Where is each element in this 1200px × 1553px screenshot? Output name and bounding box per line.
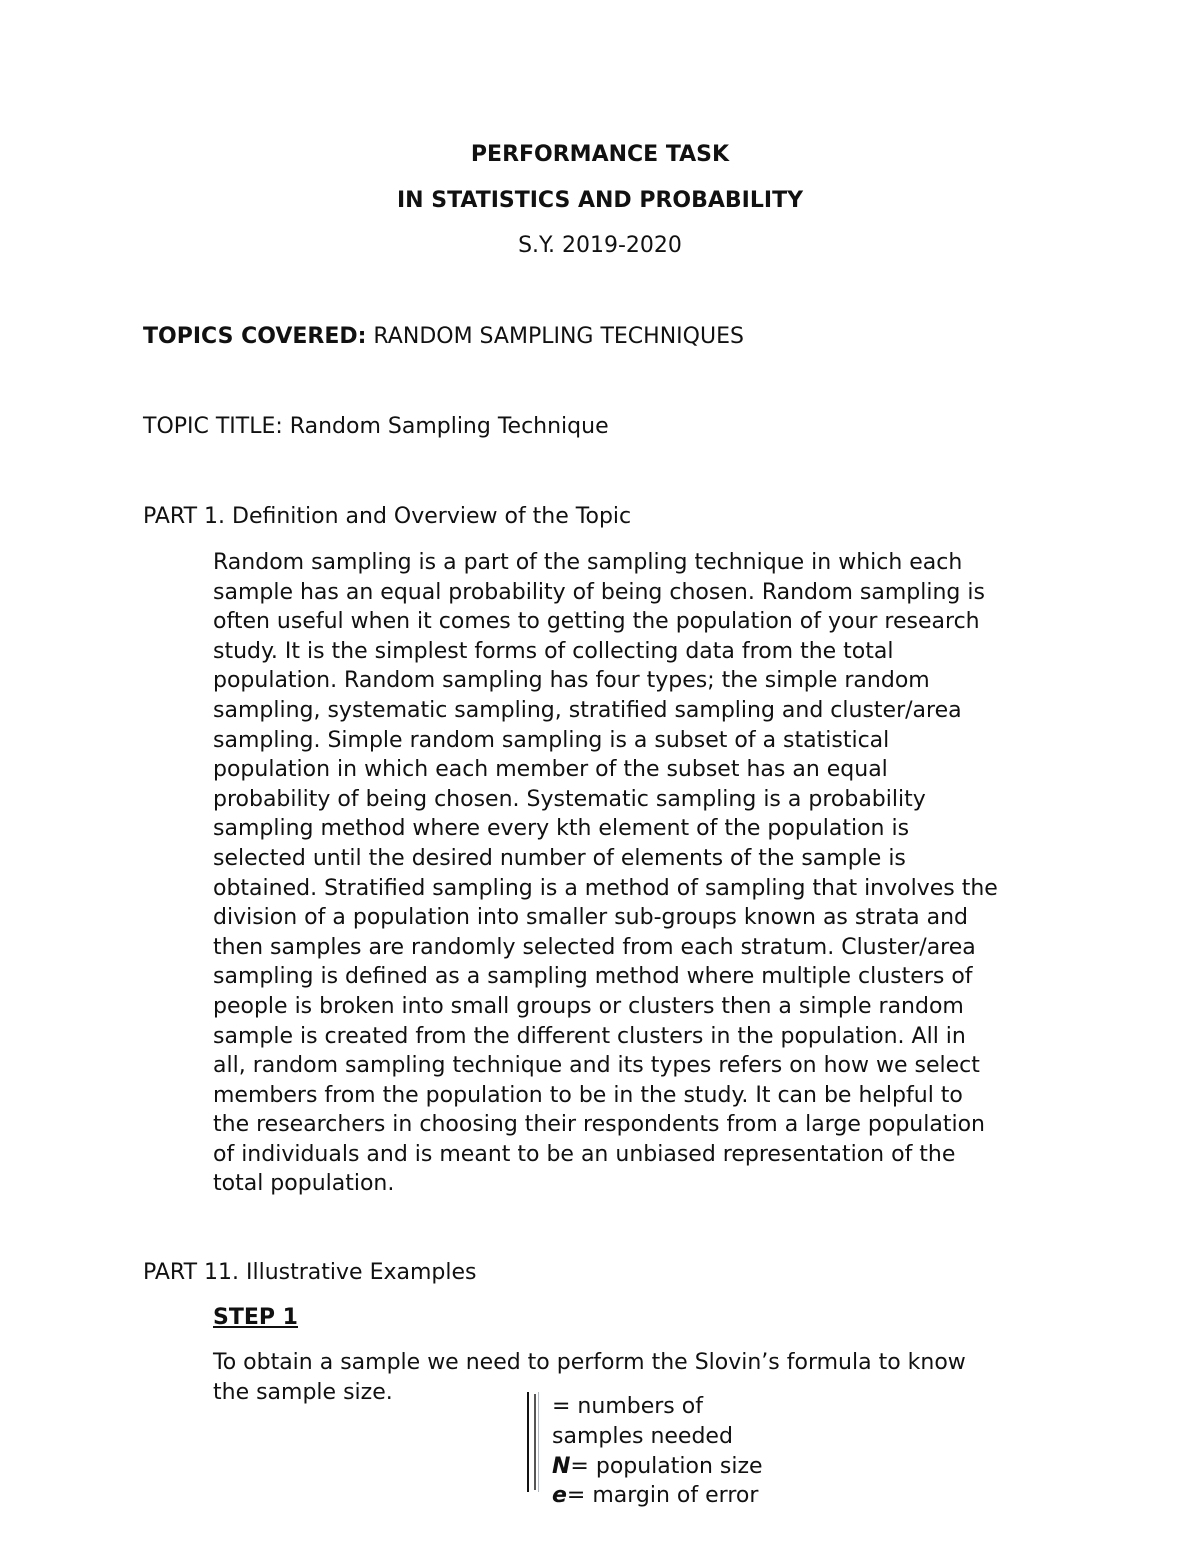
paragraph-line: study. It is the simplest forms of collecting data from the total — [213, 638, 894, 664]
paragraph-line: sampling method where every kth element of the population is — [213, 816, 910, 842]
legend-border-line — [538, 1392, 539, 1492]
paragraph-line: probability of being chosen. Systematic sampling is a probability — [213, 786, 926, 812]
title-line-2: IN STATISTICS AND PROBABILITY — [396, 188, 804, 213]
paragraph-line: the researchers in choosing their respondents from a large population — [213, 1112, 985, 1138]
paragraph-line: people is broken into small groups or clusters then a simple random — [213, 993, 964, 1019]
paragraph-line: members from the population to be in the study. It can be helpful to — [213, 1082, 963, 1108]
paragraph-line: sampling is defined as a sampling method where multiple clusters of — [213, 964, 973, 990]
paragraph-line: Random sampling is a part of the sampling technique in which each — [213, 550, 963, 575]
topic-title: TOPIC TITLE: Random Sampling Technique — [143, 414, 609, 439]
school-year: S.Y. 2019-2020 — [518, 233, 682, 258]
paragraph-line: all, random sampling technique and its types refers on how we select — [213, 1053, 980, 1079]
step-1-text-line1: To obtain a sample we need to perform the Slovin’s formula to know — [213, 1350, 966, 1375]
legend-border-line — [527, 1392, 529, 1492]
step-1-label: STEP 1 — [213, 1305, 298, 1330]
paragraph-line: population in which each member of the subset has an equal — [213, 757, 888, 783]
paragraph-line: population. Random sampling has four types; the simple random — [213, 668, 930, 694]
paragraph-line: sampling. Simple random sampling is a subset of a statistical — [213, 727, 890, 753]
paragraph-line: often useful when it comes to getting the population of your research — [213, 609, 980, 635]
part1-heading: PART 1. Definition and Overview of the Topic — [143, 504, 632, 529]
paragraph-line: sample has an equal probability of being chosen. Random sampling is — [213, 579, 985, 605]
legend-e-line — [552, 1481, 763, 1511]
formula-legend-box — [524, 1392, 824, 1509]
paragraph-line: obtained. Stratified sampling is a method of sampling that involves the — [213, 875, 998, 901]
legend-e-symbol: e — [552, 1483, 567, 1509]
legend-N-definition: = population size — [570, 1453, 763, 1479]
part1-paragraph — [213, 548, 1073, 1199]
paragraph-line: selected until the desired number of elements of the sample is — [213, 845, 906, 871]
legend-n-line2: samples needed — [552, 1423, 733, 1449]
legend-e-definition: = margin of error — [566, 1483, 759, 1509]
legend-n-line1: = numbers of — [552, 1394, 703, 1419]
title-line-1: PERFORMANCE TASK — [470, 142, 730, 167]
paragraph-line: of individuals and is meant to be an unbiased representation of the — [213, 1141, 956, 1167]
paragraph-line: sample is created from the different clusters in the population. All in — [213, 1023, 966, 1049]
legend-N-symbol: N — [552, 1453, 571, 1479]
paragraph-line: division of a population into smaller sub-groups known as strata and — [213, 905, 968, 931]
legend-border-line — [534, 1394, 536, 1490]
topics-covered-value: RANDOM SAMPLING TECHNIQUES — [366, 324, 744, 349]
paragraph-line: sampling, systematic sampling, stratified sampling and cluster/area — [213, 697, 962, 723]
topics-covered — [143, 322, 744, 352]
paragraph-line: then samples are randomly selected from each stratum. Cluster/area — [213, 934, 976, 960]
legend-N-line — [552, 1452, 763, 1482]
topics-covered-label: TOPICS COVERED: — [143, 324, 367, 349]
step-1-text-line2: the sample size. — [213, 1380, 393, 1405]
part2-heading: PART 11. Illustrative Examples — [143, 1260, 477, 1285]
formula-legend-text — [552, 1392, 763, 1511]
paragraph-line: total population. — [213, 1171, 395, 1197]
